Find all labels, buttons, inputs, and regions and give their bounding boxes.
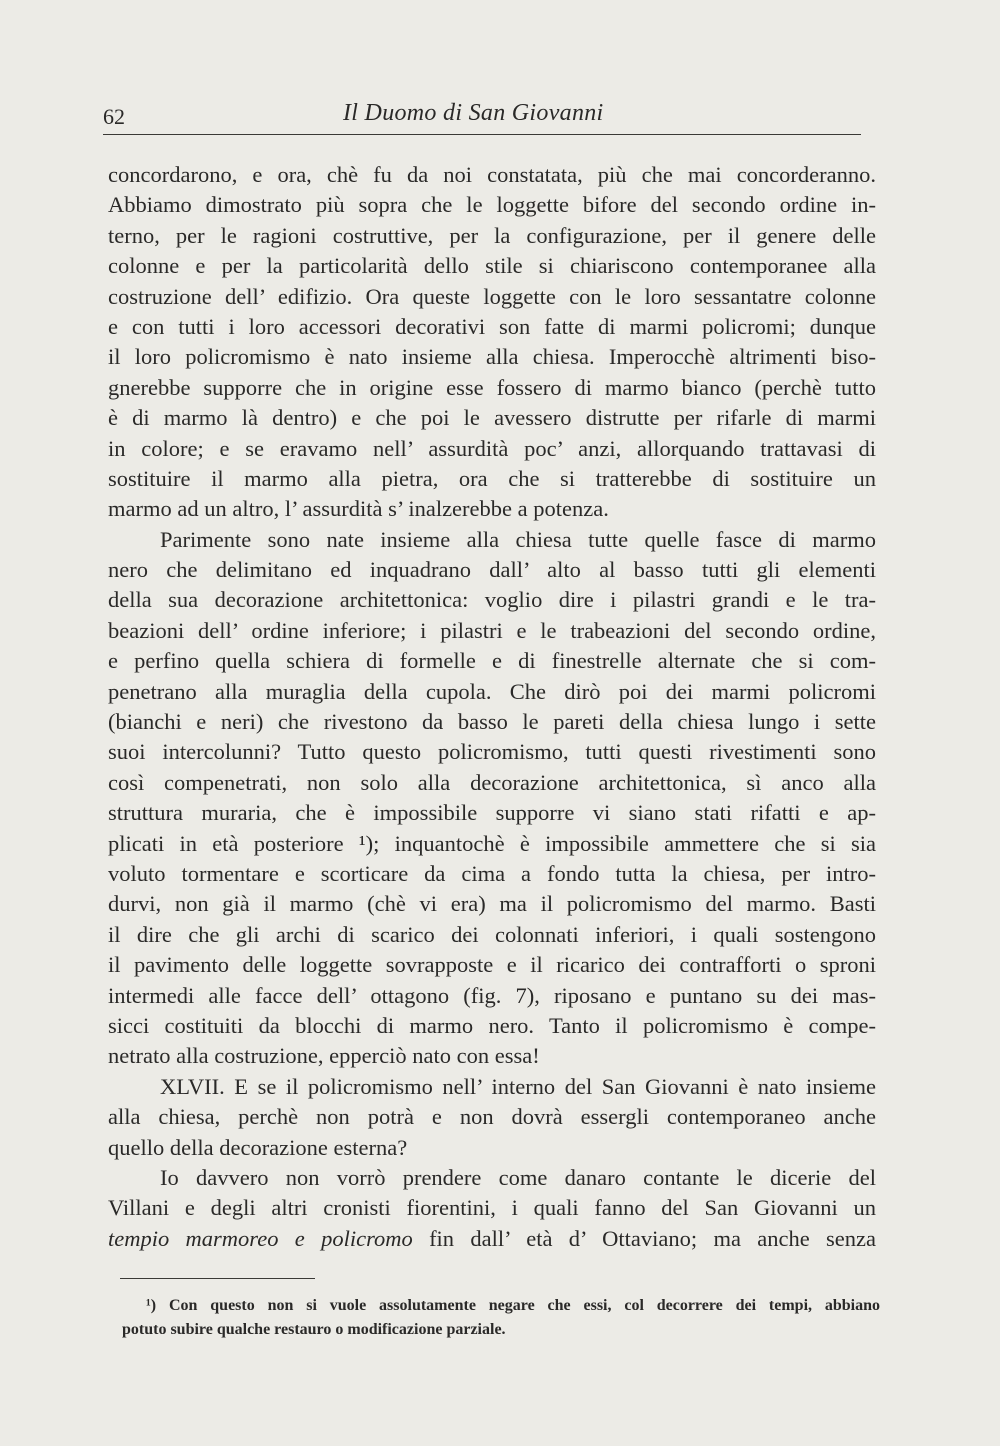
text-line: terno, per le ragioni costruttive, per la configurazione, per il genere delle (108, 222, 876, 248)
text-line: così compenetrati, non solo alla decorazione architettonica, sì anco alla (108, 769, 876, 795)
text-line: in colore; e se eravamo nell’ assurdità poc’ anzi, allorquando trattavasi di (108, 435, 876, 461)
text-line: il dire che gli archi di scarico dei colonnati inferiori, i quali sostengono (108, 921, 876, 947)
text-line: voluto tormentare e scorticare da cima a fondo tutta la chiesa, per intro- (108, 860, 876, 886)
text-line: sostituire il marmo alla pietra, ora che si tratterebbe di sostituire un (108, 465, 876, 491)
text-line: colonne e per la particolarità dello stile si chiariscono contemporanee alla (108, 253, 876, 279)
text-line: e perfino quella schiera di formelle e di finestrelle alternate che si com- (108, 648, 876, 674)
page-number: 62 (103, 104, 125, 129)
text-line: e con tutti i loro accessori decorativi son fatte di marmi policromi; dunque (108, 313, 876, 339)
running-title: Il Duomo di San Giovanni (343, 100, 604, 126)
text-line: plicati in età posteriore ¹); inquantochè è impossibile ammettere che si sia (108, 830, 876, 856)
text-line: XLVII. E se il policromismo nell’ interno del San Giovanni è nato insieme (160, 1073, 876, 1099)
text-line: marmo ad un altro, l’ assurdità s’ inalzerebbe a potenza. (108, 496, 609, 522)
text-line: gnerebbe supporre che in origine esse fossero di marmo bianco (perchè tutto (108, 374, 876, 400)
text-line-last (108, 1224, 876, 1254)
text-line: penetrano alla muraglia della cupola. Che dirò poi dei marmi policromi (108, 678, 876, 704)
text-line: struttura muraria, che è impossibile supporre vi siano stati rifatti e ap- (108, 800, 876, 826)
text-line: della sua decorazione architettonica: voglio dire i pilastri grandi e le tra- (108, 587, 876, 613)
italic-phrase: tempio marmoreo e policromo (108, 1225, 413, 1251)
text-line: beazioni dell’ ordine inferiore; i pilastri e le trabeazioni del secondo ordine, (108, 617, 876, 643)
text-line: Villani e degli altri cronisti fiorentini, i quali fanno del San Giovanni un (108, 1195, 876, 1221)
text-line: il pavimento delle loggette sovrapposte e il ricarico dei contrafforti o sproni (108, 952, 876, 978)
footnotes (122, 1294, 880, 1342)
footnote-divider (120, 1278, 315, 1279)
text-line: Io davvero non vorrò prendere come danaro contante le dicerie del (160, 1164, 876, 1190)
footnote-line: ¹) Con questo non si vuole assolutamente negare che essi, col decorrere dei tempi, abbiano (146, 1297, 880, 1314)
text-line: è di marmo là dentro) e che poi le avessero distrutte per rifarle di marmi (108, 405, 876, 431)
text-line: nero che delimitano ed inquadrano dall’ alto al basso tutti gli elementi (108, 557, 876, 583)
text-line: quello della decorazione esterna? (108, 1134, 408, 1160)
text-line: il loro policromismo è nato insieme alla chiesa. Imperocchè altrimenti biso- (108, 344, 876, 370)
text-line-rest: fin dall’ età d’ Ottaviano; ma anche senza (412, 1225, 877, 1251)
text-line: (bianchi e neri) che rivestono da basso le pareti della chiesa lungo i sette (108, 709, 876, 735)
text-line: suoi intercolunni? Tutto questo policromismo, tutti questi rivestimenti sono (108, 739, 876, 765)
text-line: netrato alla costruzione, epperciò nato con essa! (108, 1043, 540, 1069)
text-line: Parimente sono nate insieme alla chiesa tutte quelle fasce di marmo (160, 526, 876, 552)
text-line: costruzione dell’ edifizio. Ora queste loggette con le loro sessantatre colonne (108, 283, 876, 309)
text-line: durvi, non già il marmo (chè vi era) ma il policromismo del marmo. Basti (108, 891, 876, 917)
text-line: concordarono, e ora, chè fu da noi constatata, più che mai concorderanno. (108, 162, 876, 187)
text-line: Abbiamo dimostrato più sopra che le loggette bifore del secondo ordine in- (108, 192, 876, 218)
text-line: intermedi alle facce dell’ ottagono (fig. 7), riposano e puntano su dei mas- (108, 982, 876, 1008)
body-text (108, 160, 876, 1254)
text-line: alla chiesa, perchè non potrà e non dovrà essergli contemporaneo anche (108, 1104, 876, 1130)
footnote-line: potuto subire qualche restauro o modificazione parziale. (122, 1321, 506, 1338)
page-header (103, 100, 861, 135)
text-line: sicci costituiti da blocchi di marmo nero. Tanto il policromismo è compe- (108, 1012, 876, 1038)
